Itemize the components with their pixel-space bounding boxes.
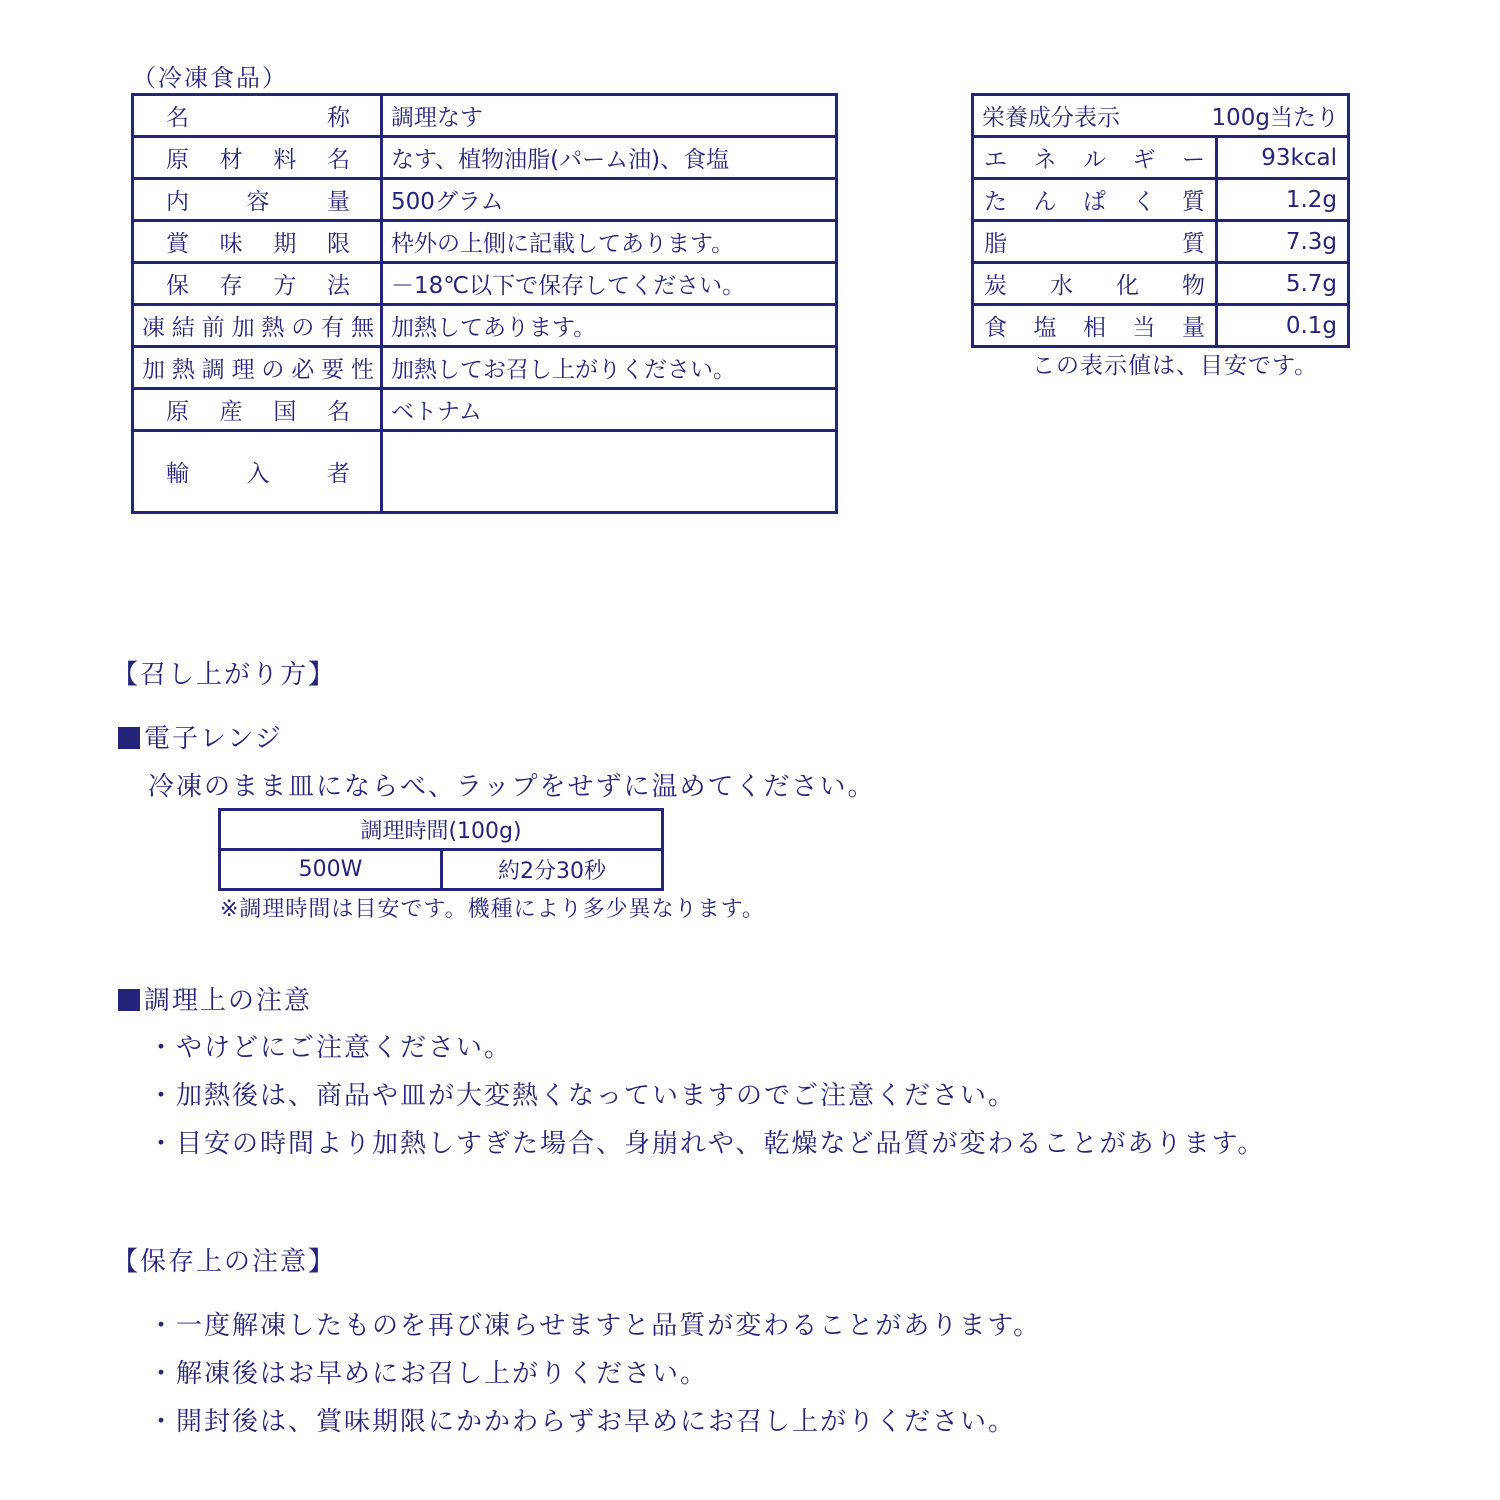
nutrition-note: この表示値は、目安です。 bbox=[1032, 353, 1319, 379]
row-value: なす、植物油脂(パーム油)、食塩 bbox=[382, 137, 837, 179]
row-value: －18℃以下で保存してください。 bbox=[382, 263, 837, 305]
table-row bbox=[133, 347, 837, 389]
list-item: ・加熱後は、商品や皿が大変熱くなっていますのでご注意ください。 bbox=[148, 1081, 1017, 1111]
nutrient-value: 5.7g bbox=[1217, 263, 1349, 305]
table-row bbox=[973, 179, 1349, 221]
square-bullet-icon bbox=[118, 989, 140, 1011]
table-row bbox=[133, 95, 837, 137]
table-row bbox=[973, 263, 1349, 305]
table-row bbox=[133, 305, 837, 347]
cooking-time-table bbox=[218, 808, 664, 891]
nutrient-label: たんぱく質 bbox=[973, 179, 1217, 221]
row-label: 原産国名 bbox=[133, 389, 382, 431]
table-row bbox=[220, 850, 663, 890]
list-item: ・目安の時間より加熱しすぎた場合、身崩れや、乾燥など品質が変わることがあります。 bbox=[148, 1129, 1266, 1159]
row-value bbox=[382, 431, 837, 513]
microwave-instruction: 冷凍のまま皿にならべ、ラップをせずに温めてください。 bbox=[148, 772, 876, 802]
nutrition-header bbox=[973, 95, 1349, 137]
row-label: 内容量 bbox=[133, 179, 382, 221]
row-value: 加熱してあります。 bbox=[382, 305, 837, 347]
serving-heading: 【召し上がり方】 bbox=[112, 660, 337, 690]
category-label: （冷凍食品） bbox=[132, 64, 288, 92]
nutrient-label: 食塩相当量 bbox=[973, 305, 1217, 347]
row-label: 賞味期限 bbox=[133, 221, 382, 263]
table-row bbox=[973, 305, 1349, 347]
row-label: 名称 bbox=[133, 95, 382, 137]
table-row bbox=[133, 137, 837, 179]
list-item: ・一度解凍したものを再び凍らせますと品質が変わることがあります。 bbox=[148, 1311, 1042, 1341]
cook-table-header: 調理時間(100g) bbox=[220, 810, 663, 850]
table-row bbox=[133, 389, 837, 431]
square-bullet-icon bbox=[118, 727, 140, 749]
nutrition-title: 栄養成分表示 bbox=[982, 105, 1120, 131]
table-row bbox=[133, 263, 837, 305]
nutrition-basis: 100g当たり bbox=[1211, 105, 1339, 131]
table-row bbox=[973, 221, 1349, 263]
microwave-heading bbox=[118, 718, 283, 755]
row-label: 凍結前加熱の有無 bbox=[133, 305, 382, 347]
row-value: 500グラム bbox=[382, 179, 837, 221]
cook-wattage: 500W bbox=[220, 850, 442, 890]
table-row bbox=[973, 137, 1349, 179]
caution-list bbox=[148, 1027, 1265, 1171]
storage-heading: 【保存上の注意】 bbox=[112, 1247, 337, 1277]
row-label: 保存方法 bbox=[133, 263, 382, 305]
row-label: 原材料名 bbox=[133, 137, 382, 179]
microwave-heading-text: 電子レンジ bbox=[144, 724, 283, 754]
nutrient-value: 93kcal bbox=[1217, 137, 1349, 179]
list-item: ・解凍後はお早めにお召し上がりください。 bbox=[148, 1359, 709, 1389]
row-value: 加熱してお召し上がりください。 bbox=[382, 347, 837, 389]
row-label: 加熱調理の必要性 bbox=[133, 347, 382, 389]
table-row bbox=[133, 431, 837, 513]
list-item: ・やけどにご注意ください。 bbox=[148, 1033, 513, 1063]
list-item: ・開封後は、賞味期限にかかわらずお早めにお召し上がりください。 bbox=[148, 1407, 1017, 1437]
caution-heading-text: 調理上の注意 bbox=[144, 986, 313, 1016]
nutrient-label: 脂質 bbox=[973, 221, 1217, 263]
cook-time: 約2分30秒 bbox=[442, 850, 663, 890]
row-value: ベトナム bbox=[382, 389, 837, 431]
product-info-table bbox=[131, 93, 838, 514]
table-row bbox=[133, 179, 837, 221]
row-value: 枠外の上側に記載してあります。 bbox=[382, 221, 837, 263]
table-row bbox=[973, 95, 1349, 137]
nutrient-value: 1.2g bbox=[1217, 179, 1349, 221]
nutrient-value: 7.3g bbox=[1217, 221, 1349, 263]
nutrient-value: 0.1g bbox=[1217, 305, 1349, 347]
nutrient-label: 炭水化物 bbox=[973, 263, 1217, 305]
row-value: 調理なす bbox=[382, 95, 837, 137]
table-row bbox=[220, 810, 663, 850]
table-row bbox=[133, 221, 837, 263]
nutrition-table bbox=[971, 93, 1350, 348]
caution-heading bbox=[118, 980, 312, 1017]
storage-list bbox=[148, 1305, 1041, 1449]
cook-note: ※調理時間は目安です。機種により多少異なります。 bbox=[220, 897, 765, 922]
row-label: 輸入者 bbox=[133, 431, 382, 513]
nutrient-label: エネルギー bbox=[973, 137, 1217, 179]
